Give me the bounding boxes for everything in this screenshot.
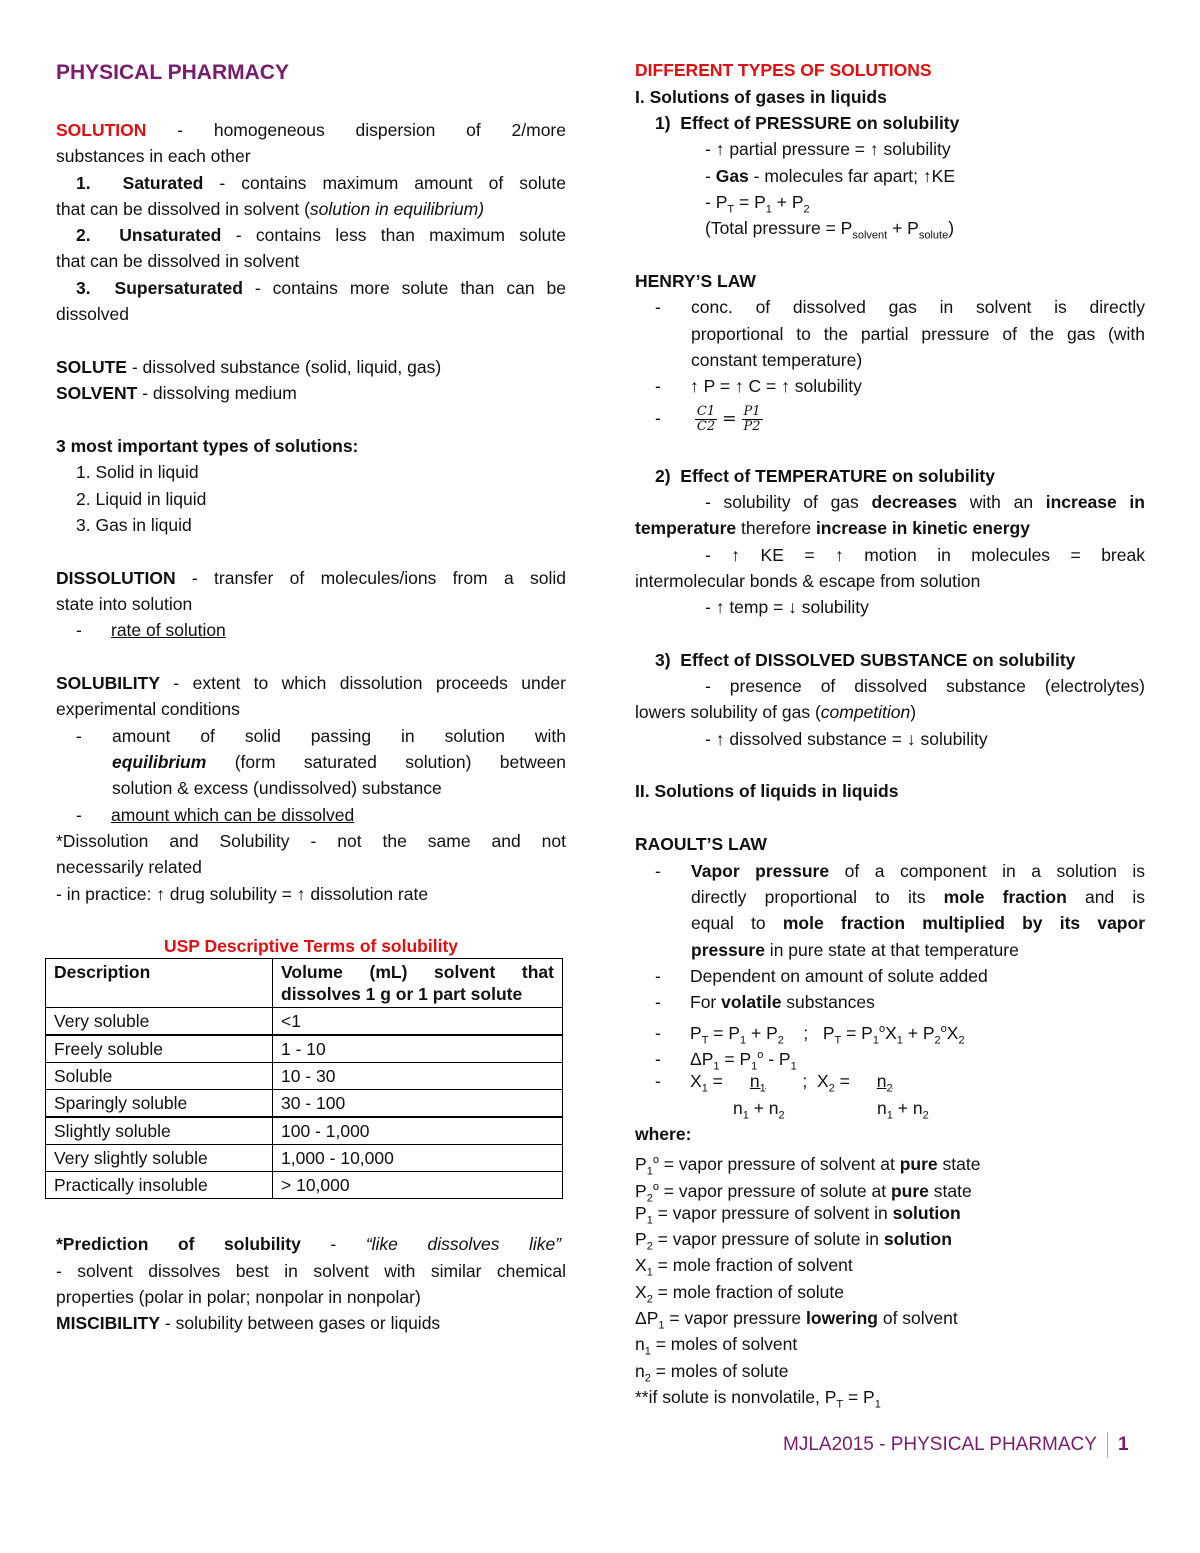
- table-row: Practically insoluble > 10,000: [46, 1172, 563, 1199]
- table-row: Soluble 10 - 30: [46, 1063, 563, 1090]
- type-supersaturated: 3. Supersaturated - contains more solute than can be: [76, 278, 566, 298]
- raoult-line-3: equal to mole fraction multiplied by its vapor: [691, 913, 1146, 933]
- header-volume: Volume (mL) solvent that dissolves 1 g or 1 part solute: [273, 959, 563, 1008]
- table-row: Sparingly soluble 30 - 100: [46, 1090, 563, 1118]
- dissolution-definition-cont: state into solution: [56, 594, 193, 614]
- up-arrow-icon: ↑: [715, 729, 725, 749]
- raoult-formula-3: - $X_1 = n_1$ ; $X_2 = n_2$: [655, 1071, 893, 1095]
- table-title: USP Descriptive Terms of solubility: [163, 936, 459, 956]
- definition-item: $n_2$ = moles of solute: [635, 1361, 789, 1385]
- footer-divider: [1107, 1432, 1108, 1458]
- table-row: Freely soluble 1 - 10: [46, 1035, 563, 1063]
- usp-solubility-table: [45, 958, 563, 1199]
- prediction-line: *Prediction of solubility - “like dissolves like”: [56, 1234, 562, 1254]
- list-item: 1. Solid in liquid: [76, 462, 199, 482]
- henry-bullet-1: conc. of dissolved gas in solvent is directly: [691, 297, 1145, 317]
- section-gases-in-liquids: I. Solutions of gases in liquids: [635, 87, 887, 107]
- page-number: 1: [1117, 1434, 1129, 1456]
- up-arrow-icon: ↑: [715, 139, 725, 159]
- up-arrow-icon: ↑: [922, 166, 932, 186]
- dissolved-line-1: - presence of dissolved substance (electrolytes): [705, 676, 1145, 696]
- fraction-c1-c2: $\frac{C1}{C2}$: [696, 403, 716, 434]
- dissolved-line-2: lowers solubility of gas (competition): [635, 702, 917, 722]
- table-row: Slightly soluble 100 - 1,000: [46, 1117, 563, 1145]
- definition-item: $P_1^o$ = vapor pressure of solvent at pure state: [635, 1153, 981, 1178]
- dissolution-definition: DISSOLUTION - transfer of molecules/ions from a solid: [56, 568, 566, 588]
- henry-formula: - $\frac{C1}{C2}$ = $\frac{P1}{P2}$: [655, 403, 761, 434]
- note-line: *Dissolution and Solubility - not the same and not: [56, 831, 566, 851]
- temp-line-5: - ↑ temp = ↓ solubility: [705, 597, 869, 617]
- dissolved-line-3: - ↑ dissolved substance = ↓ solubility: [705, 729, 988, 749]
- pressure-bullet-3: - $P_T = P_1 + P_2$: [705, 192, 810, 216]
- definition-item: $P_1$ = vapor pressure of solvent in solution: [635, 1203, 961, 1227]
- list-item: 2. Liquid in liquid: [76, 489, 207, 509]
- effect-pressure-heading: 1) Effect of PRESSURE on solubility: [655, 113, 960, 133]
- definition-item: $X_2$ = mole fraction of solute: [635, 1282, 844, 1306]
- henry-bullet-2: - ↑ P = ↑ C = ↑ solubility: [655, 376, 862, 396]
- solubility-bullet-1-cont2: solution & excess (undissolved) substance: [112, 778, 442, 798]
- page-title: PHYSICAL PHARMACY: [56, 61, 289, 84]
- temp-line-3: - ↑ KE = ↑ motion in molecules = break: [705, 545, 1145, 565]
- raoult-law-title: RAOULT’S LAW: [635, 834, 767, 854]
- raoult-formula-2: - $\Delta P_1 = P_1^o - P_1$: [655, 1048, 797, 1073]
- where-label: where:: [635, 1124, 692, 1144]
- bullet-dash: -: [76, 726, 82, 746]
- raoult-line-1: Vapor pressure of a component in a solution is: [691, 861, 1145, 881]
- pressure-bullet-2: - Gas - molecules far apart; ↑KE: [705, 166, 955, 186]
- raoult-line-2: directly proportional to its mole fraction and is: [691, 887, 1145, 907]
- prediction-line-3: properties (polar in polar; nonpolar in nonpolar): [56, 1287, 421, 1307]
- temp-line-4: intermolecular bonds & escape from solution: [635, 571, 981, 591]
- solution-definition: SOLUTION - homogeneous dispersion of 2/more: [56, 120, 566, 140]
- definition-item: $\Delta P_1$ = vapor pressure lowering of solvent: [635, 1308, 958, 1332]
- up-arrow-icon: ↑: [690, 376, 699, 396]
- definition-item: $P_2$ = vapor pressure of solute in solution: [635, 1229, 952, 1253]
- solution-definition-cont: substances in each other: [56, 146, 251, 166]
- miscibility-definition: MISCIBILITY - solubility between gases or liquids: [56, 1313, 441, 1333]
- type-unsaturated-cont: that can be dissolved in solvent: [56, 251, 300, 271]
- up-arrow-icon: ↑: [731, 545, 741, 565]
- solubility-bullet-2: - amount which can be dissolved: [76, 805, 355, 825]
- raoult-formula-1: - $P_T = P_1 + P_2$ ; $P_T = P_1^oX_1 + P_2^oX_2$: [655, 1022, 965, 1047]
- nonvolatile-note: **if solute is nonvolatile, $P_T = P_1$: [635, 1387, 881, 1411]
- henry-law-title: HENRY’S LAW: [635, 271, 756, 291]
- up-arrow-icon: ↑: [296, 884, 306, 904]
- down-arrow-icon: ↓: [906, 729, 916, 749]
- down-arrow-icon: ↓: [788, 597, 797, 617]
- type-saturated-cont: that can be dissolved in solvent (solution in equilibrium): [56, 199, 485, 219]
- solubility-bullet-1: amount of solid passing in solution with: [112, 726, 566, 746]
- henry-bullet-1-cont2: constant temperature): [691, 350, 863, 370]
- up-arrow-icon: ↑: [869, 139, 879, 159]
- total-pressure-note: (Total pressure = $P_{solvent} + P_{solute}$): [705, 218, 955, 242]
- solubility-bullet-1-cont: equilibrium (form saturated solution) between: [112, 752, 566, 772]
- type-saturated: 1. Saturated - contains maximum amount of solute: [76, 173, 566, 193]
- table-row: Very soluble <1: [46, 1008, 563, 1036]
- raoult-bullet-3: - For volatile substances: [655, 992, 875, 1012]
- page-footer: [783, 1432, 1129, 1458]
- pressure-bullet-1: - ↑ partial pressure = ↑ solubility: [705, 139, 951, 159]
- raoult-formula-3-denominators: $n_1 + n_2$ $n_1 + n_2$: [733, 1098, 929, 1122]
- bullet-dash: -: [655, 861, 661, 881]
- table-header-row: [46, 959, 563, 1008]
- practice-line: - in practice: ↑ drug solubility = ↑ dissolution rate: [56, 884, 429, 904]
- up-arrow-icon: ↑: [715, 597, 725, 617]
- raoult-bullet-2: - Dependent on amount of solute added: [655, 966, 988, 986]
- important-types-heading: 3 most important types of solutions:: [56, 436, 359, 456]
- type-unsaturated: 2. Unsaturated - contains less than maximum solute: [76, 225, 566, 245]
- note-line-cont: necessarily related: [56, 857, 202, 877]
- henry-bullet-1-cont: proportional to the partial pressure of the gas (with: [691, 324, 1145, 344]
- definition-item: $X_1$ = mole fraction of solvent: [635, 1255, 853, 1279]
- section-heading: DIFFERENT TYPES OF SOLUTIONS: [635, 60, 932, 80]
- up-arrow-icon: ↑: [781, 376, 790, 396]
- fraction-p1-p2: $\frac{P1}{P2}$: [743, 403, 761, 434]
- temp-line-2: temperature therefore increase in kinetic energy: [635, 518, 1030, 538]
- dissolution-bullet: - rate of solution: [76, 620, 226, 640]
- up-arrow-icon: ↑: [734, 376, 744, 396]
- raoult-line-4: pressure in pure state at that temperature: [691, 940, 1019, 960]
- solubility-definition: SOLUBILITY - extent to which dissolution proceeds under: [56, 673, 566, 693]
- bullet-dash: -: [655, 297, 661, 317]
- up-arrow-icon: ↑: [835, 545, 844, 565]
- effect-dissolved-heading: 3) Effect of DISSOLVED SUBSTANCE on solubility: [655, 650, 1076, 670]
- list-item: 3. Gas in liquid: [76, 515, 192, 535]
- prediction-line-2: - solvent dissolves best in solvent with similar chemical: [56, 1261, 566, 1281]
- table-row: Very slightly soluble 1,000 - 10,000: [46, 1145, 563, 1172]
- temp-line-1: - solubility of gas decreases with an increase in: [705, 492, 1145, 512]
- section-liquids-in-liquids: II. Solutions of liquids in liquids: [635, 781, 899, 801]
- effect-temperature-heading: 2) Effect of TEMPERATURE on solubility: [655, 466, 995, 486]
- solvent-definition: SOLVENT - dissolving medium: [56, 383, 297, 403]
- solute-definition: SOLUTE - dissolved substance (solid, liquid, gas): [56, 357, 442, 377]
- type-supersaturated-cont: dissolved: [56, 304, 129, 324]
- up-arrow-icon: ↑: [156, 884, 165, 904]
- solubility-definition-cont: experimental conditions: [56, 699, 240, 719]
- definition-item: $n_1$ = moles of solvent: [635, 1334, 798, 1358]
- definition-item: $P_2^o$ = vapor pressure of solute at pure state: [635, 1180, 972, 1205]
- header-description: Description: [46, 959, 273, 1008]
- footer-label: MJLA2015 - PHYSICAL PHARMACY: [783, 1434, 1097, 1456]
